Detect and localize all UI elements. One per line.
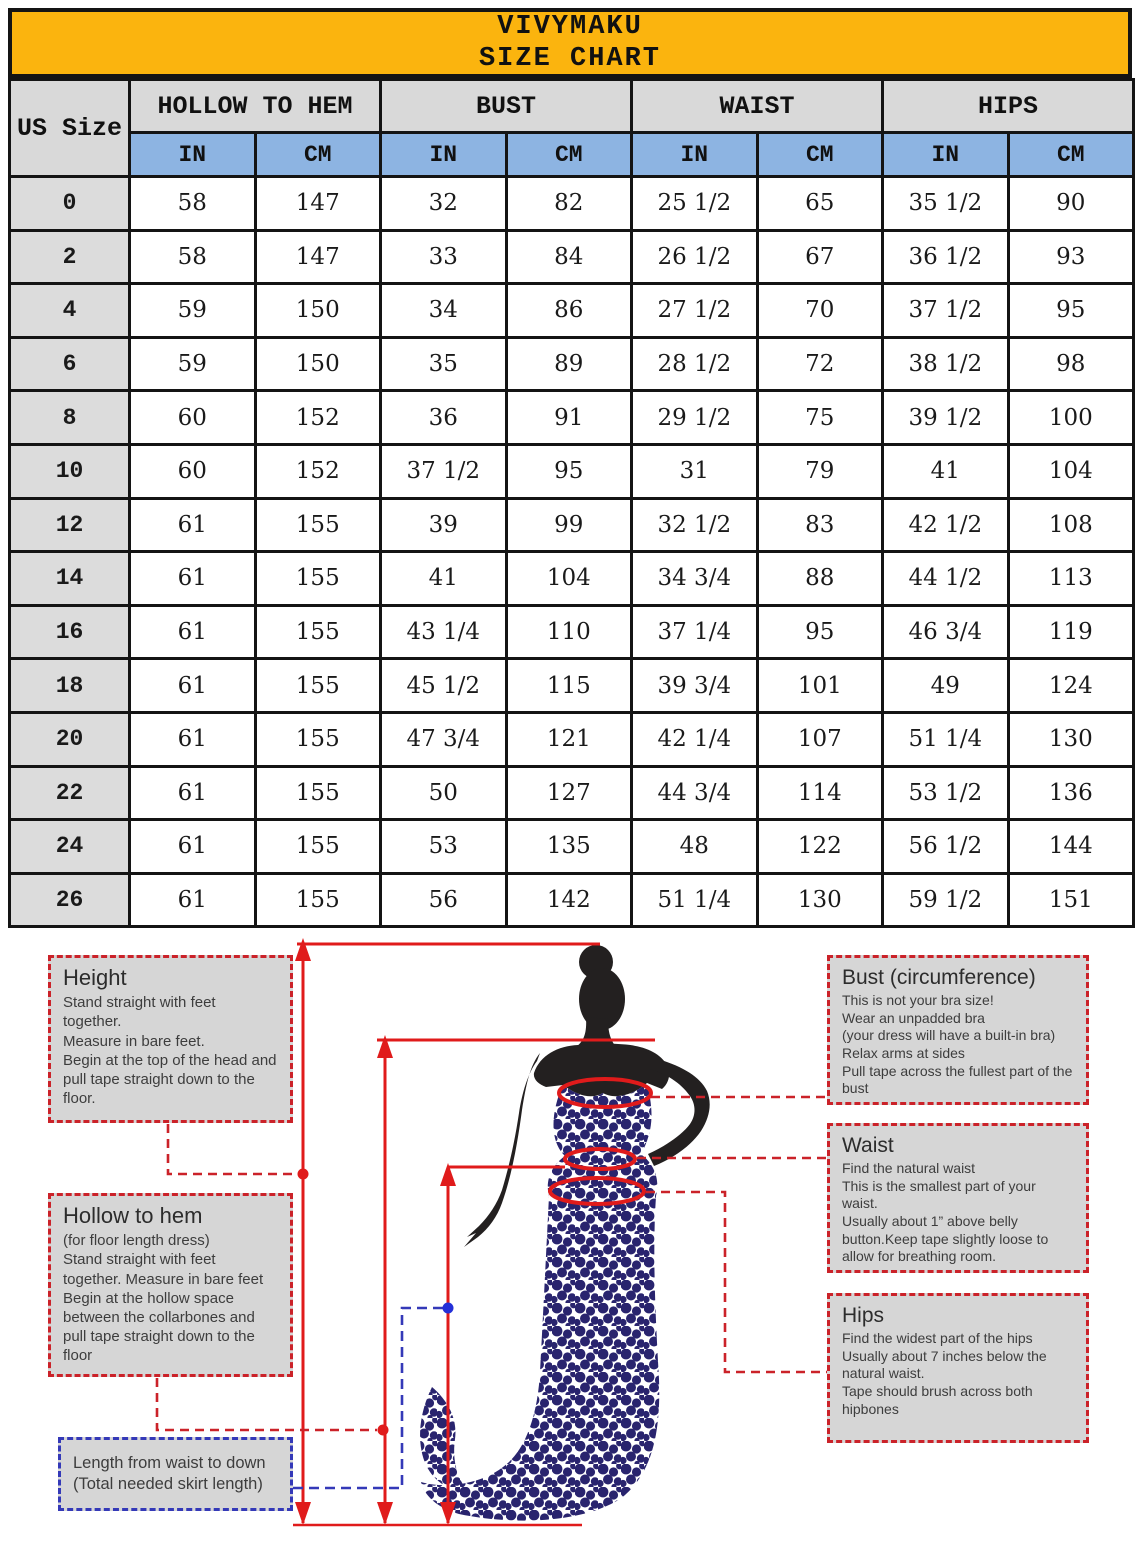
- measurement-cell: 99: [506, 498, 632, 552]
- measuring-guide-section: [0, 935, 1140, 1548]
- text-line: Length from waist to down: [73, 1453, 266, 1472]
- unit-header: IN: [130, 133, 256, 177]
- measurement-cell: 115: [506, 659, 632, 713]
- us-size-cell: 20: [10, 712, 130, 766]
- measurement-cell: 151: [1008, 873, 1134, 927]
- text-line: Stand straight with feet together. Measure in bare feet: [63, 1251, 264, 1288]
- measurement-cell: 28 1/2: [632, 337, 758, 391]
- measurement-cell: 61: [130, 766, 256, 820]
- text-line: This is the smallest part of your waist.: [842, 1177, 1036, 1212]
- us-size-cell: 0: [10, 177, 130, 231]
- text-line: Relax arms at sides: [842, 1044, 965, 1061]
- hips-connector: [646, 1192, 827, 1372]
- measurement-cell: 39: [381, 498, 507, 552]
- text-line: Tape should brush across both hipbones: [842, 1382, 1033, 1417]
- measurement-cell: 53 1/2: [883, 766, 1009, 820]
- height-connector: [168, 1124, 297, 1174]
- measurement-cell: 95: [506, 444, 632, 498]
- us-size-cell: 24: [10, 820, 130, 874]
- measurement-cell: 75: [757, 391, 883, 445]
- size-row: [10, 820, 1134, 874]
- us-size-cell: 6: [10, 337, 130, 391]
- figure-silhouette: [420, 945, 710, 1521]
- measurement-cell: 144: [1008, 820, 1134, 874]
- text-line: Begin at the top of the head and pull tape straight down to the floor.: [63, 1051, 277, 1108]
- measurement-cell: 150: [255, 284, 381, 338]
- measurement-cell: 37 1/4: [632, 605, 758, 659]
- group-header-hollow-to-hem: HOLLOW TO HEM: [130, 80, 381, 133]
- us-size-cell: 12: [10, 498, 130, 552]
- group-header-bust: BUST: [381, 80, 632, 133]
- size-table: [8, 78, 1135, 928]
- unit-header: IN: [632, 133, 758, 177]
- text-line: Pull tape across the fullest part of the bust: [842, 1062, 1073, 1097]
- group-header-waist: WAIST: [632, 80, 883, 133]
- measurement-cell: 124: [1008, 659, 1134, 713]
- measurement-cell: 155: [255, 498, 381, 552]
- us-size-cell: 18: [10, 659, 130, 713]
- measurement-cell: 61: [130, 498, 256, 552]
- measurement-cell: 51 1/4: [883, 712, 1009, 766]
- measurement-cell: 41: [381, 552, 507, 606]
- guide-box-title: Height: [63, 965, 127, 990]
- measurement-cell: 127: [506, 766, 632, 820]
- chart-title: SIZE CHART: [478, 43, 662, 74]
- measurement-cell: 53: [381, 820, 507, 874]
- guide-box-title: Hollow to hem: [63, 1203, 203, 1228]
- measurement-cell: 70: [757, 284, 883, 338]
- measurement-cell: 95: [1008, 284, 1134, 338]
- text-line: Usually about 7 inches below the natural waist.: [842, 1347, 1047, 1382]
- measurement-cell: 135: [506, 820, 632, 874]
- skirt-length-connector: [293, 1308, 443, 1488]
- measurement-cell: 86: [506, 284, 632, 338]
- measurement-cell: 147: [255, 230, 381, 284]
- down-arrowhead: [440, 1502, 456, 1525]
- us-size-cell: 22: [10, 766, 130, 820]
- unit-header: CM: [506, 133, 632, 177]
- unit-header: IN: [381, 133, 507, 177]
- measurement-cell: 60: [130, 444, 256, 498]
- measurement-cell: 83: [757, 498, 883, 552]
- unit-header: IN: [883, 133, 1009, 177]
- waist-guide-box: [827, 1123, 1089, 1273]
- measurement-cell: 152: [255, 444, 381, 498]
- measurement-cell: 61: [130, 873, 256, 927]
- text-line: (for floor length dress): [63, 1232, 210, 1250]
- measurement-cell: 35: [381, 337, 507, 391]
- guide-box-text: [842, 992, 1074, 1098]
- hips-guide-box: [827, 1293, 1089, 1443]
- measurement-cell: 34 3/4: [632, 552, 758, 606]
- us-size-cell: 10: [10, 444, 130, 498]
- measurement-cell: 150: [255, 337, 381, 391]
- text-line: This is not your bra size!: [842, 992, 994, 1009]
- gown-train-curl: [420, 1387, 470, 1494]
- measurement-cell: 56: [381, 873, 507, 927]
- measurement-cell: 60: [130, 391, 256, 445]
- measurement-cell: 50: [381, 766, 507, 820]
- measurement-cell: 59: [130, 337, 256, 391]
- measurement-cell: 61: [130, 552, 256, 606]
- measurement-cell: 43 1/4: [381, 605, 507, 659]
- measurement-cell: 95: [757, 605, 883, 659]
- guide-box-title: Bust (circumference): [842, 966, 1036, 989]
- measurement-cell: 36 1/2: [883, 230, 1009, 284]
- size-row: [10, 766, 1134, 820]
- unit-header: CM: [757, 133, 883, 177]
- measurement-cell: 84: [506, 230, 632, 284]
- size-table-body: [10, 177, 1134, 927]
- up-arrowhead: [377, 1035, 393, 1058]
- size-row: [10, 177, 1134, 231]
- measurement-cell: 33: [381, 230, 507, 284]
- us-size-cell: 2: [10, 230, 130, 284]
- size-row: [10, 873, 1134, 927]
- measurement-cell: 32: [381, 177, 507, 231]
- measurement-cell: 48: [632, 820, 758, 874]
- guide-box-text: [63, 993, 278, 1108]
- measurement-cell: 98: [1008, 337, 1134, 391]
- measurement-cell: 31: [632, 444, 758, 498]
- measurement-cell: 142: [506, 873, 632, 927]
- measurement-cell: 51 1/4: [632, 873, 758, 927]
- text-line: Stand straight with feet together.: [63, 994, 216, 1031]
- measurement-cell: 130: [757, 873, 883, 927]
- us-size-cell: 4: [10, 284, 130, 338]
- measurement-cell: 56 1/2: [883, 820, 1009, 874]
- measurement-cell: 108: [1008, 498, 1134, 552]
- measurement-cell: 91: [506, 391, 632, 445]
- measurement-cell: 65: [757, 177, 883, 231]
- text-line: (Total needed skirt length): [73, 1475, 263, 1493]
- measurement-cell: 42 1/2: [883, 498, 1009, 552]
- gown: [421, 1083, 659, 1521]
- text-line: (your dress will have a built-in bra): [842, 1027, 1056, 1044]
- hanging-arm: [464, 1053, 540, 1247]
- size-row: [10, 284, 1134, 338]
- text-line: Find the widest part of the hips: [842, 1330, 1033, 1347]
- measurement-cell: 38 1/2: [883, 337, 1009, 391]
- measurement-cell: 101: [757, 659, 883, 713]
- measurement-cell: 79: [757, 444, 883, 498]
- measurement-cell: 107: [757, 712, 883, 766]
- measurement-cell: 152: [255, 391, 381, 445]
- measurement-cell: 155: [255, 820, 381, 874]
- measurement-cell: 72: [757, 337, 883, 391]
- measurement-cell: 37 1/2: [883, 284, 1009, 338]
- measurement-cell: 25 1/2: [632, 177, 758, 231]
- height-connector-dot: [298, 1169, 309, 1180]
- hollow-connector-dot: [378, 1425, 389, 1436]
- size-row: [10, 444, 1134, 498]
- up-arrowhead: [295, 938, 311, 961]
- text-line: Find the natural waist: [842, 1160, 976, 1177]
- brand-name: VIVYMAKU: [497, 12, 643, 43]
- size-row: [10, 659, 1134, 713]
- text-line: Begin at the hollow space between the collarbones and pull tape straight down to the floor: [63, 1289, 255, 1365]
- us-size-header: US Size: [10, 80, 130, 177]
- measurement-cell: 39 3/4: [632, 659, 758, 713]
- table-unit-header-row: [10, 133, 1134, 177]
- guide-box-text: [842, 1330, 1074, 1418]
- size-row: [10, 337, 1134, 391]
- measurement-cell: 58: [130, 230, 256, 284]
- bust-guide-box: [827, 955, 1089, 1105]
- guide-box-text: [63, 1231, 278, 1365]
- skirt-length-dot: [443, 1303, 454, 1314]
- measurement-cell: 34: [381, 284, 507, 338]
- measurement-cell: 93: [1008, 230, 1134, 284]
- measurement-cell: 130: [1008, 712, 1134, 766]
- measurement-cell: 155: [255, 766, 381, 820]
- measurement-cell: 113: [1008, 552, 1134, 606]
- measurement-cell: 155: [255, 873, 381, 927]
- us-size-cell: 16: [10, 605, 130, 659]
- unit-header: CM: [255, 133, 381, 177]
- hollow-connector: [157, 1378, 377, 1430]
- measurement-cell: 35 1/2: [883, 177, 1009, 231]
- measurement-cell: 110: [506, 605, 632, 659]
- measurement-cell: 147: [255, 177, 381, 231]
- measurement-cell: 122: [757, 820, 883, 874]
- measurement-cell: 114: [757, 766, 883, 820]
- measurement-cell: 46 3/4: [883, 605, 1009, 659]
- size-row: [10, 605, 1134, 659]
- down-arrowhead: [295, 1502, 311, 1525]
- unit-header: CM: [1008, 133, 1134, 177]
- measurement-cell: 82: [506, 177, 632, 231]
- measurement-cell: 61: [130, 820, 256, 874]
- measurement-cell: 155: [255, 659, 381, 713]
- measurement-cell: 37 1/2: [381, 444, 507, 498]
- measurement-cell: 89: [506, 337, 632, 391]
- measurement-cell: 26 1/2: [632, 230, 758, 284]
- measurement-cell: 32 1/2: [632, 498, 758, 552]
- guide-box-title: Waist: [842, 1134, 894, 1157]
- measurement-cell: 67: [757, 230, 883, 284]
- measurement-cell: 42 1/4: [632, 712, 758, 766]
- measurement-cell: 119: [1008, 605, 1134, 659]
- table-group-header-row: [10, 80, 1134, 133]
- measurement-cell: 41: [883, 444, 1009, 498]
- text-line: Wear an unpadded bra: [842, 1009, 985, 1026]
- us-size-cell: 26: [10, 873, 130, 927]
- size-row: [10, 230, 1134, 284]
- size-row: [10, 391, 1134, 445]
- down-arrowhead: [377, 1502, 393, 1525]
- measurement-cell: 104: [1008, 444, 1134, 498]
- measurement-cell: 36: [381, 391, 507, 445]
- chart-banner: [8, 8, 1132, 78]
- us-size-cell: 14: [10, 552, 130, 606]
- measurement-cell: 27 1/2: [632, 284, 758, 338]
- measurement-cell: 44 1/2: [883, 552, 1009, 606]
- measurement-cell: 90: [1008, 177, 1134, 231]
- measurement-cell: 39 1/2: [883, 391, 1009, 445]
- text-line: Measure in bare feet.: [63, 1032, 205, 1050]
- measurement-cell: 47 3/4: [381, 712, 507, 766]
- guide-box-text: [73, 1453, 266, 1496]
- guide-box-title: Hips: [842, 1304, 885, 1327]
- measurement-cell: 121: [506, 712, 632, 766]
- measurement-cell: 155: [255, 552, 381, 606]
- measurement-cell: 104: [506, 552, 632, 606]
- size-row: [10, 712, 1134, 766]
- measurement-cell: 155: [255, 605, 381, 659]
- measurement-cell: 136: [1008, 766, 1134, 820]
- hollow-to-hem-guide-box: [48, 1193, 293, 1377]
- measurement-cell: 49: [883, 659, 1009, 713]
- text-line: Usually about 1” above belly button.Keep tape slightly loose to allow for breathing room.: [842, 1212, 1049, 1265]
- size-row: [10, 552, 1134, 606]
- measurement-cell: 155: [255, 712, 381, 766]
- measurement-cell: 44 3/4: [632, 766, 758, 820]
- measurement-cell: 59: [130, 284, 256, 338]
- measurement-cell: 100: [1008, 391, 1134, 445]
- measurement-cell: 59 1/2: [883, 873, 1009, 927]
- measurement-cell: 88: [757, 552, 883, 606]
- measurement-cell: 61: [130, 605, 256, 659]
- size-row: [10, 498, 1134, 552]
- measurement-cell: 29 1/2: [632, 391, 758, 445]
- height-guide-box: [48, 955, 293, 1123]
- guide-box-text: [842, 1160, 1074, 1266]
- measurement-cell: 58: [130, 177, 256, 231]
- measurement-cell: 61: [130, 659, 256, 713]
- measurement-cell: 45 1/2: [381, 659, 507, 713]
- measurement-cell: 61: [130, 712, 256, 766]
- group-header-hips: HIPS: [883, 80, 1134, 133]
- us-size-cell: 8: [10, 391, 130, 445]
- skirt-length-guide-box: [58, 1437, 293, 1511]
